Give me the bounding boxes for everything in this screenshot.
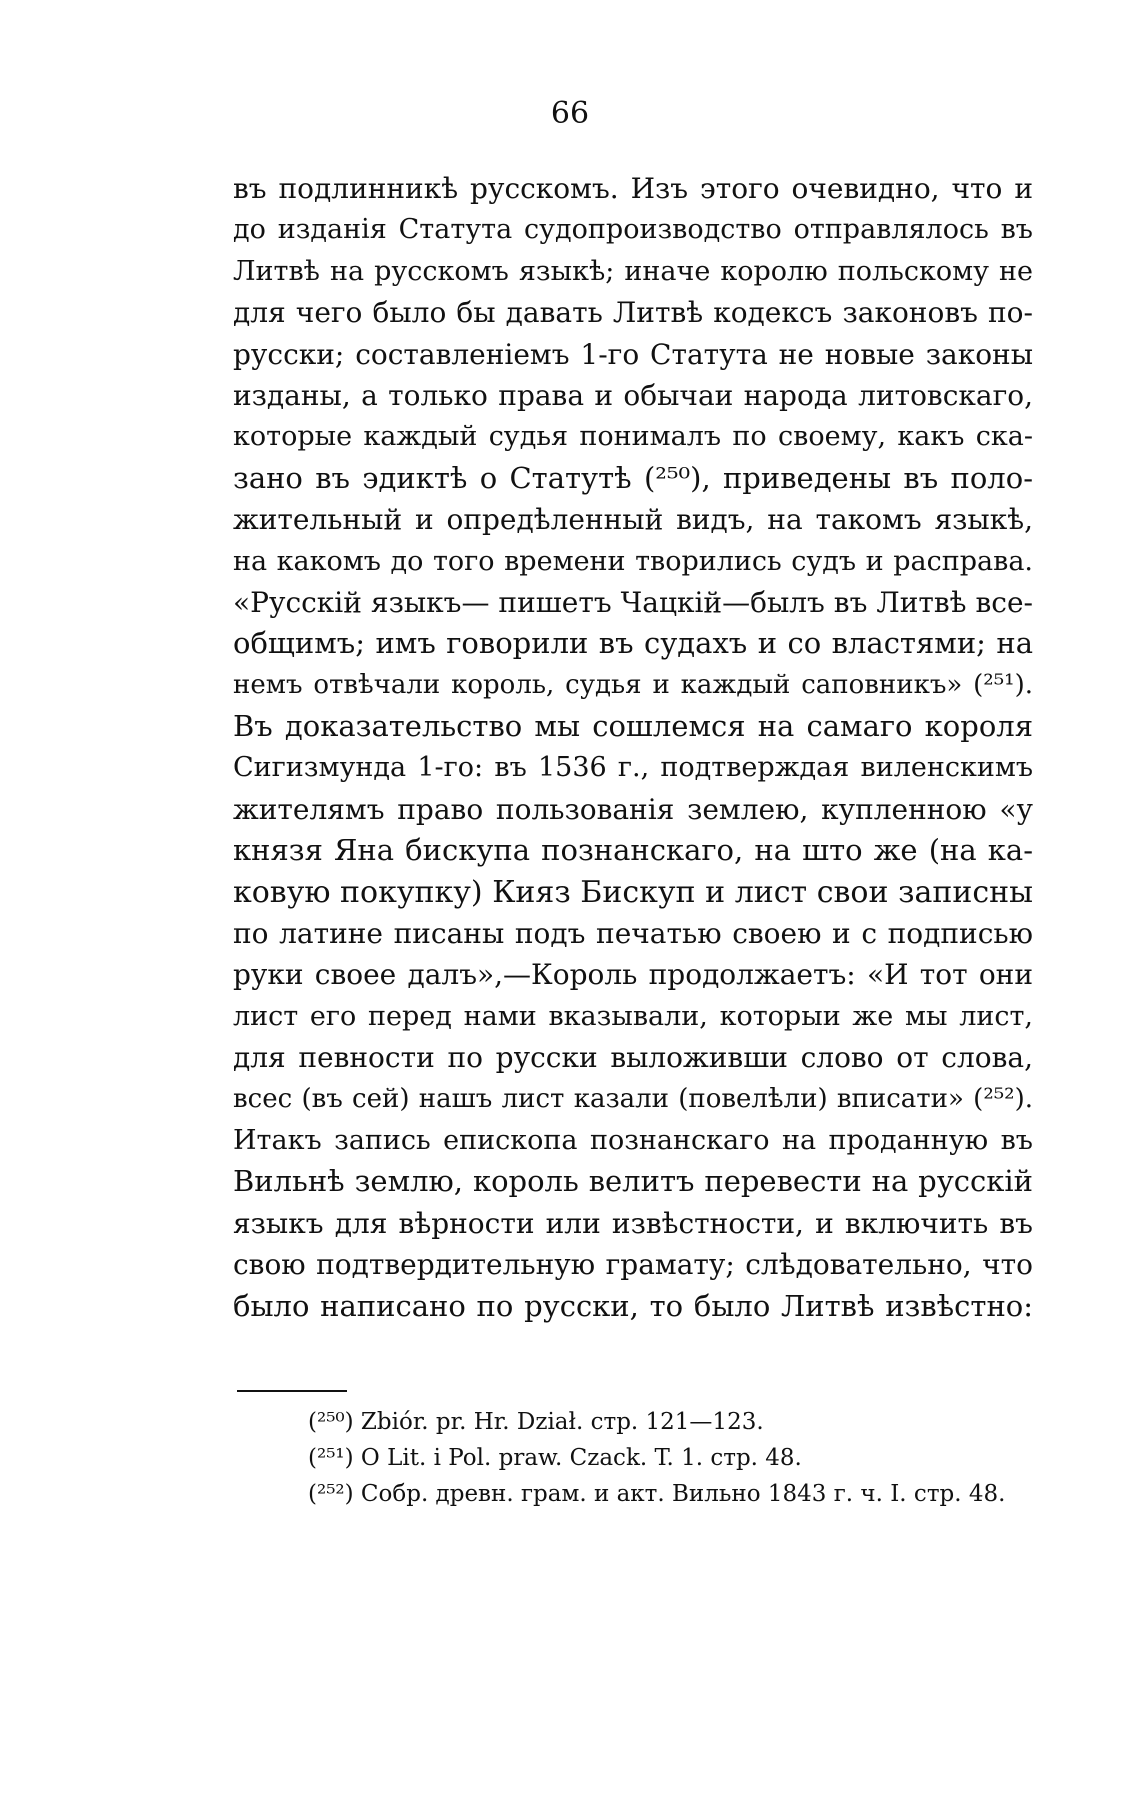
text-line: русски; составленіемъ 1-го Статута не новые законы (233, 337, 1033, 371)
text-line: по латине писаны подъ печатью своею и с подписью (233, 917, 1033, 951)
text-line: Сигизмунда 1-го: въ 1536 г., подтверждая виленскимъ (233, 752, 1033, 784)
footnote-divider (237, 1390, 347, 1392)
text-line: руки своее далъ»,—Король продолжаетъ: «И тот они (233, 958, 1033, 992)
text-line: Итакъ запись епископа познанскаго на проданную въ (233, 1124, 1033, 1156)
text-line: свою подтвердительную грамату; слѣдовательно, что (233, 1248, 1033, 1282)
text-line: Вильнѣ землю, король велитъ перевести на русскій (233, 1164, 1033, 1199)
text-line: было написано по русски, то было Литвѣ извѣстно: (233, 1288, 1033, 1323)
text-line: до изданія Статута судопроизводство отправлялось въ (233, 214, 1033, 246)
text-line: жителямъ право пользованія землею, купленною «у (233, 792, 1033, 826)
text-line: на какомъ до того времени творились судъ и расправа. (233, 545, 1033, 577)
text-line: Въ доказательство мы сошлемся на самаго короля (233, 709, 1033, 744)
footnote-mark: (²⁵⁰) (308, 1409, 354, 1435)
text-line: ковую покупку) Кияз Бискуп и лист свои записны (233, 874, 1033, 910)
footnote (308, 1440, 1028, 1476)
text-line: всес (въ сей) нашъ лист казали (повелѣли) вписати» (²⁵²). (233, 1083, 1033, 1114)
text-line: лист его перед нами вказывали, которыи же мы лист, (233, 1000, 1033, 1032)
page-number: 66 (550, 96, 590, 131)
text-line: «Русскій языкъ— пишетъ Чацкій—былъ въ Литвѣ все- (233, 585, 1033, 619)
text-line: въ подлинникѣ русскомъ. Изъ этого очевидно, что и (233, 172, 1033, 205)
text-line: изданы, а только права и обычаи народа литовскаго, (233, 378, 1033, 412)
footnote (308, 1404, 1028, 1440)
text-line: языкъ для вѣрности или извѣстности, и включить въ (233, 1206, 1033, 1240)
footnote-text: Собр. древн. грам. и акт. Вильно 1843 г. ч. I. стр. 48. (360, 1481, 1006, 1507)
footnote (308, 1476, 1028, 1512)
text-line: Литвѣ на русскомъ языкѣ; иначе королю польскому не (233, 255, 1033, 287)
text-line: зано въ эдиктѣ о Статутѣ (²⁵⁰), приведены въ поло- (233, 460, 1033, 495)
footnote-mark: (²⁵²) (308, 1481, 354, 1507)
body-text (233, 168, 1033, 1327)
text-line: немъ отвѣчали король, судья и каждый саповникъ» (²⁵¹). (233, 669, 1033, 700)
text-line: которые каждый судья понималъ по своему, какъ ска- (233, 421, 1033, 453)
footnote-text: Zbiór. pr. Hr. Dział. стр. 121—123. (360, 1409, 764, 1435)
text-line: общимъ; имъ говорили въ судахъ и со властями; на (233, 626, 1033, 661)
text-line: для чего было бы давать Литвѣ кодексъ законовъ по- (233, 296, 1033, 330)
footnotes (308, 1404, 1028, 1512)
footnote-text: O Lit. i Pol. praw. Czack. T. 1. стр. 48. (360, 1445, 802, 1471)
text-line: жительный и опредѣленный видъ, на такомъ языкѣ, (233, 503, 1033, 537)
text-line: для певности по русски выложивши слово от слова, (233, 1041, 1033, 1075)
text-line: князя Яна бискупа познанскаго, на што же (на ка- (233, 833, 1033, 868)
footnote-mark: (²⁵¹) (308, 1445, 354, 1471)
